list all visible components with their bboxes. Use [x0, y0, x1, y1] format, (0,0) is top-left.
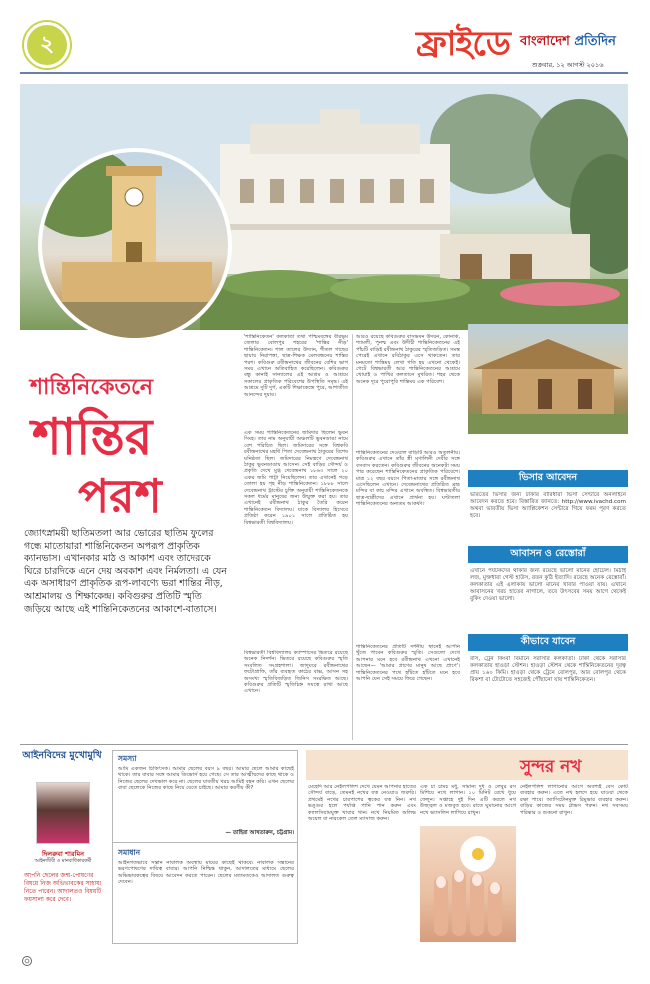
- clock-tower-photo: [38, 148, 232, 342]
- feature-col3-para3: শান্তিনিকেতনের প্রতিটি দর্শনীয় স্থানেই আপনি খুঁজে পাবেন কবিগুরুর স্মৃতি। সেগুলো দেখে আপনার মনে হবে রবীন্দ্রনাথ এখনো এখানেই আছেন— 'আমার প্রাণের মানুষ আছে প্রাণে'। শান্তিনিকেতনের পথে হাঁটতে হাঁটতে মনে হবে আপনি যেন সেই সময়ে ফিরে গেছেন।: [356, 644, 460, 683]
- interview-blurb: আপনি ছেলের জন্ম-পোষণের বিষয়ে নিজ অভিভাবকের সাহায্য নিতে পারেন। আদালতও বিষয়টি ফয়সালা করে দেবে।: [24, 872, 102, 903]
- beauty-col2: এক চা চামচ মধু, সামান্য দুধ ও লেবুর রস মিশিয়ে নখে লাগান। ১০ মিনিট রেখে ধুয়ে ফেলুন। সপ্তাহে দুই দিন এটি করলে নখ উজ্জ্বল ও মজবুত হবে। রাতে ঘুমানোর আগে নখে ভ্যাসলিন লাগিয়ে রাখুন।: [420, 784, 516, 816]
- feature-col2-para2: এক সময় শান্তিনিকেতনের জমিদার ছিলেন ভুবন সিংহ। তার নাম অনুযায়ী অঞ্চলটি ভুবনডাঙা নামে বেশ পরিচিত ছিল। জমিদারের সঙ্গে বিশ্বকবি রবীন্দ্রনাথের মহর্ষি পিতা দেবেন্দ্রনাথ ঠাকুরের বিশেষ ঘনিষ্ঠতা ছিল। জমিদারের নিমন্ত্রণে দেবেন্দ্রনাথ ঠাকুর ভুবনডাঙায় আসেন। সেই বাড়ির সৌন্দর্য ও প্রকৃতি দেখে মুগ্ধ দেবেন্দ্রনাথ ১৮৬৩ সালে ২০ একর জমি পাট্টা নিয়েছিলেন। তার এখানেই গড়ে তোলা হয় গৃহ নীড় শান্তিনিকেতন। ১৮৮৮ সালে দেবেন্দ্রনাথ ট্রাস্টের চুক্তি অনুযায়ী শান্তিনিকেতনকে সকল ধর্মের মানুষের জন্য উন্মুক্ত করা হয়। তার এখানেই রবীন্দ্রনাথ ঠাকুর তৈরি করেন শান্তিনিকেতন বিদ্যালয়। যাকে বিদ্যালয় হিসেবে প্রতিষ্ঠা করেন ১৯০১ সালে প্রতিষ্ঠিত হয় বিশ্বভারতী বিশ্ববিদ্যালয়।: [244, 430, 348, 526]
- page-number-badge: [24, 22, 70, 68]
- registration-mark-icon: [22, 956, 32, 966]
- feature-title-line1: শান্তিনিকেতনে: [30, 374, 153, 400]
- lawyer-role: আইনজীবী ও মানবাধিকারকর্মী: [34, 859, 92, 864]
- section-logo: ফ্রাইডে: [416, 24, 510, 64]
- problem-label: সমস্যা: [118, 754, 137, 763]
- issue-date: শুক্রবার, ১২ আগস্ট ২০১৬: [532, 61, 604, 69]
- interview-heading: আইনবিদের মুখোমুখি: [22, 750, 102, 761]
- problem-asker: — তাহিরা আখতারুন, চট্টগ্রাম।: [225, 830, 294, 836]
- mud-house-photo: [468, 324, 628, 434]
- page-number: ২: [39, 30, 55, 57]
- feature-intro: জ্যোৎস্নাময়ী ছাতিমতলা আর ভোরের ছাতিম ফুলের গন্ধে মাতোয়ারা শান্তিনিকেতন অপরূপ প্রাকৃতিক ক্যানভাস। এখানকার মাঠ ও আকাশ এবং তাদেরকে ঘিরে চারদিকে এনে দেয় অবকাশ এবং নির্মলতা। এ যেন এক অসাধারণ প্রাকৃতিক রূপ-লাবণ্যে ভরা শান্তির নীড়, আশ্রমালয় ও শিক্ষাকেন্দ্র। কবিগুরুর প্রতিটি স্মৃতি জড়িয়ে আছে এই শান্তিনিকেতনের আকাশে-বাতাসে।: [24, 528, 227, 615]
- visa-box-title: ভিসার আবেদন: [468, 470, 628, 487]
- visa-box-body: ভারতের ভিসার জন্য ঢাকার বারিধারা ভিসা সেন্টারে অনলাইনে আবেদন করতে হবে। বিস্তারিত জানতে: http://www.ivachd.com অথবা ভারতীয় ভিসা অ্যাপ্লিকেশন সেন্টারে গিয়ে ফরম পূরণ করতে হবে।: [470, 492, 626, 519]
- solution-text: আইনগতভাবে সন্তান নাবালক অবস্থায় মায়ের কাছেই থাকবে। নাবালক সন্তানের ভরণপোষণের দায়িত্ব বাবার। আপনি নিশ্চিন্ত থাকুন, আদালতের মাধ্যমে ছেলের অভিভাবকত্বের বিষয়ে আবেদন করতে পারেন। ছেলের মতামতকেও আদালত গুরুত্ব দেবেন।: [118, 860, 294, 886]
- lawyer-name: দিলরুবা শারমিন: [41, 850, 85, 858]
- travel-box-body: বাস, ট্রেন কিংবা বিমানে সরাসরি কলকাতা। ঢাকা থেকে সরাসরি কলকাতার হাওড়া স্টেশন। হাওড়া স্টেশন থেকে শান্তিনিকেতনের দূরত্ব প্রায় ১৬০ কিমি। হাওড়া থেকে ট্রেনে বোলপুর, আর বোলপুর থেকে রিকশা বা টোটোতে সহজেই পৌঁছানো যায় শান্তিনিকেতন।: [470, 656, 626, 683]
- nails-illustration: [420, 826, 516, 942]
- feature-col2-para3: বিশ্বভারতী বিশ্ববিদ্যালয় ক্যাম্পাসের ভিতরে রয়েছে অনেক নিদর্শন। ভিতরে রয়েছে কবিগুরুর স্মৃতি সংবলিত সংগ্রহশালা। জাদুঘরে রবীন্দ্রনাথের ফটোগ্রাফি, তাঁর ব্যবহৃত কাঠের বাক্স, আসন সহ অসংখ্য স্মৃতিবিজড়িত জিনিস সংরক্ষিত আছে। কবিগুরুর প্রতিটি স্মৃতিচিহ্ন সযত্নে রাখা আছে এখানে।: [244, 650, 348, 695]
- hotel-box-body: এখানে পর্যটকদের থাকার জন্য রয়েছে ভালো মানের হোটেল। মিঠাই লজ, মুক্তধারা গেস্ট হাউস, রতন কুঠি ইত্যাদি। রয়েছে অনেক রেস্তোরাঁ। কলকাতার এই এলাকায় ভালো মানের খাবার পাওয়া যায়। এখানে আবাসনের খরচ হাতের নাগালে, তবে উৎসবের সময় আগে থেকেই বুকিং দেওয়া ভালো।: [470, 568, 626, 602]
- beauty-col1: মেহেদি আর নেইলপলিশ দেখে যেমন আপনার হাতের সৌন্দর্য বাড়ে, তেমনই নখের যত্ন নেওয়াও জরুরি। প্রথমেই নখের চারপাশের ত্বকের যত্ন নিন। নখ ভঙ্গুর হলে পর্যাপ্ত পানি পান করুন এবং ক্যালসিয়ামযুক্ত খাবার খান। নখে নিয়মিত অলিভ অয়েল বা নারকেল তেল ম্যাসাজ করুন।: [308, 784, 416, 823]
- brand-accent: প্রতিদিন: [574, 34, 616, 49]
- nails-photo: [420, 826, 516, 942]
- feature-title-line2: শান্তির: [32, 407, 153, 466]
- feature-title-line3: পরশ: [78, 469, 162, 523]
- problem-text: আমি একজন চিকিৎসক। আমার ছেলের বয়স ৯ বছর। আমার ছেলে আমার কাছেই থাকে। তার বাবার সঙ্গে আমার ডিভোর্স হয়ে গেছে। সে তার আত্মীয়দের কাছে থাকে ও নিজের ছেলের দেখভাল করে না। ছেলের যাবতীয় খরচ আমিই বহন করি। এখন ছেলের বাবা ছেলেকে নিজের কাছে নিয়ে যেতে চাইছে। আমার করণীয় কী?: [118, 766, 294, 792]
- qa-divider: [112, 842, 298, 843]
- clock-tower-illustration: [42, 152, 228, 338]
- feature-col3-para2: শান্তিনিকেতনের দেওয়াল বাড়িটি আরও অতুলনীয়। কবিগুরুর এখানে তাঁর স্ত্রী মৃণালিনী দেবীর সঙ্গে বসবাস করতেন। কবিগুরুর জীবনের অনেকটা সময় পার করেছেন শান্তিনিকেতনের প্রাকৃতিক পরিবেশে। মাত্র ১২ বছর বয়সে পিতা-মাতার সঙ্গে রবীন্দ্রনাথ এসেছিলেন এখানে। দেবেন্দ্রনাথের প্রতিষ্ঠিত ব্রহ্ম মন্দির বা কাচ মন্দির এখানে অবস্থিত। বিশ্বভারতীর ছাত্র-ছাত্রীদের এখানে প্রার্থনা হয়। ঘণ্টাতলা শান্তিনিকেতনের অন্যতম আকর্ষণ।: [356, 450, 460, 508]
- travel-box-title: কীভাবে যাবেন: [468, 634, 628, 651]
- newspaper-brand: [520, 32, 616, 53]
- mud-house-illustration: [468, 324, 628, 434]
- brand-main: বাংলাদেশ: [520, 34, 575, 49]
- beauty-title: সুন্দর নখ: [520, 757, 582, 777]
- hotel-box-title: আবাসন ও রেস্তোরাঁ: [468, 546, 628, 563]
- header-rule: [20, 72, 628, 74]
- column-rule: [352, 334, 353, 740]
- lawyer-avatar: [36, 782, 90, 844]
- section-divider: [20, 744, 628, 745]
- feature-col2-para1: 'শান্তিনিকেতন' কলকাতা তথা পশ্চিমবঙ্গের বীরভূম জেলার বোলপুর শহরের 'শান্তির নীড়' শান্তিনিকেতন। শাল তালের উদ্যান, শীতল গাছের ছায়ায় নিরাপত্তা, ছাত্র-শিক্ষক মেলবন্ধনের শান্তির পরশ। কবিগুরু রবীন্দ্রনাথের জীবনের বেশির ভাগ সময় এখানে অতিবাহিত করেছিলেন। কবিগুরুর বন্ধু কানাই সান্যালের এই আশ্রম ও আশ্রমে সকালের প্রাকৃতিক পরিবেশের উপস্থিতি সমৃদ্ধ। এই আশ্রমে দুটি দুর্গ, একটি শিক্ষাকেন্দ্রে পুরে, আশাতীত আনন্দের দুয়ার।: [244, 334, 348, 398]
- feature-col3-para1: আরও রয়েছে কবিগুরুর বাসভবন উদয়ন, কোনার্ক, শ্যামলী, পুনশ্চ এবং উদীচী শান্তিনিকেতনের এই পাঁচটি বাড়িই রবীন্দ্রনাথ ঠাকুরের স্মৃতিজড়িত। সমস্ত পেরেই এখানে রবিঠাকুর এসে থাকতেন। তার মনমতো শান্তিময় লেখা গতি হয় এখনো থেকেই। গেটে বিশ্বভারতী আর শান্তিনিকেতনের আশ্রমে খোয়াই ও পাখির কলতানে মুখরিত। শহর থেকে অনেক দূরে পুরোপুরি শান্তিময় এক পরিবেশ।: [356, 334, 460, 385]
- beauty-col3: নেইলপলিশ লাগানোর আগে অবশ্যই বেস কোট ব্যবহার করুন। এতে নখ হলদে হয়ে যাওয়া থেকে রক্ষা পাবে। অ্যাসিটোনমুক্ত রিমুভার ব্যবহার করুন। বাড়ির কাজের সময় গ্লাভস পরুন। নখ সবসময় পরিষ্কার ও শুকনো রাখুন।: [520, 784, 628, 816]
- solution-label: সমাধান: [118, 848, 141, 857]
